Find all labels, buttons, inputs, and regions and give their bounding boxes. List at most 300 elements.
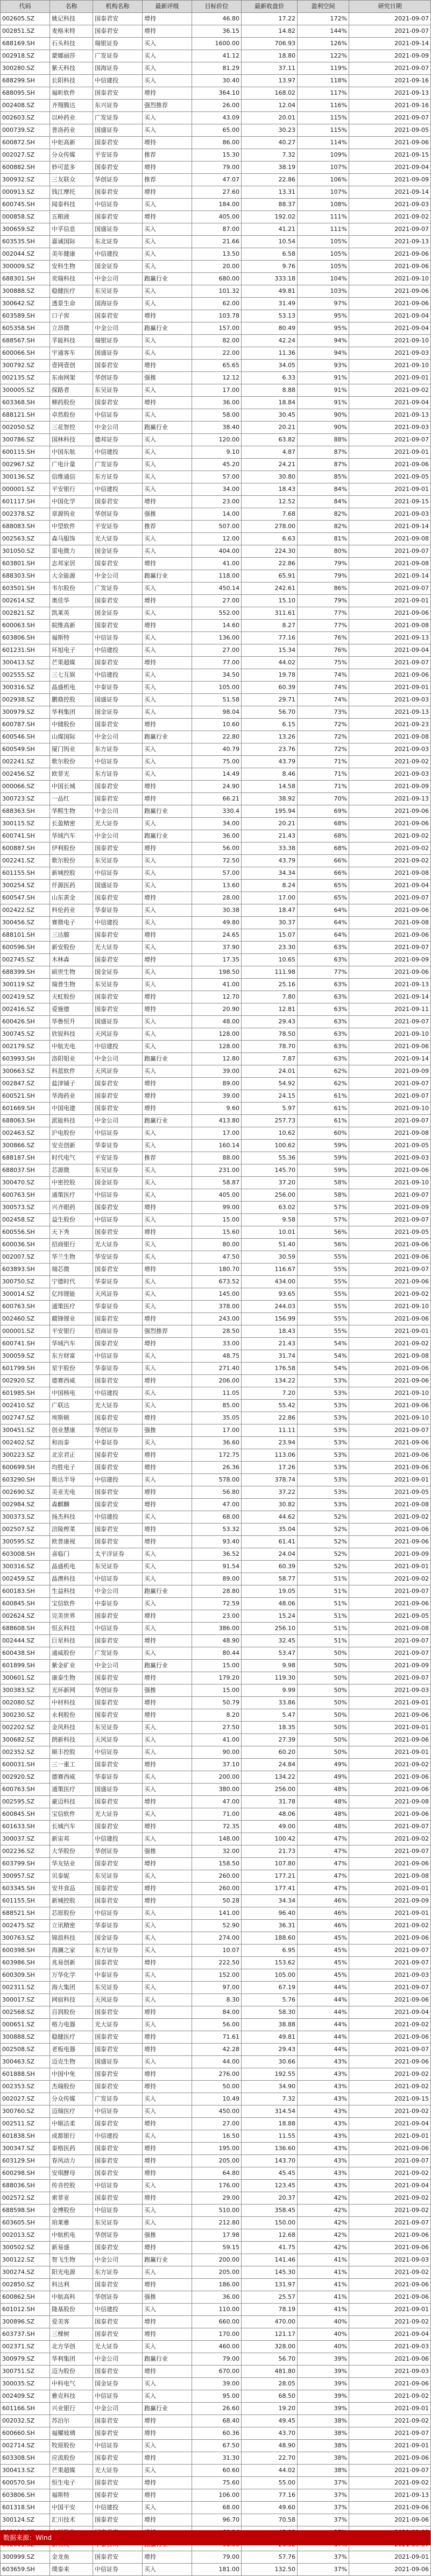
table-cell: 2021-09-10: [349, 335, 431, 347]
table-cell: 买入: [143, 1239, 192, 1251]
table-cell: 62.00: [192, 298, 242, 310]
table-cell: 231.00: [192, 1164, 242, 1177]
table-cell: 578.00: [192, 1474, 242, 1486]
table-cell: 60.39: [242, 1561, 298, 1573]
table-cell: 2021-09-07: [349, 1672, 431, 1684]
table-cell: 300316.SZ: [1, 682, 50, 694]
table-cell: 2021-09-07: [349, 892, 431, 904]
table-row: [1, 1065, 431, 1078]
table-cell: 76%: [298, 644, 349, 657]
table-row: [1, 25, 431, 38]
table-cell: 国泰君安: [93, 1709, 143, 1722]
table-cell: 老板电器: [50, 2044, 93, 2056]
table-row: [1, 446, 431, 459]
table-cell: 64%: [298, 929, 349, 942]
table-cell: 买入: [143, 743, 192, 756]
table-cell: 19.78: [242, 669, 298, 682]
table-cell: 57.00: [192, 471, 242, 483]
table-row: [1, 1907, 431, 1920]
table-cell: 增持: [143, 843, 192, 855]
table-cell: 增持: [143, 781, 192, 793]
table-cell: 78.50: [242, 1028, 298, 1041]
table-cell: 买入: [143, 1511, 192, 1524]
table-cell: 18.35: [242, 1722, 298, 1734]
table-cell: 买入: [143, 1164, 192, 1177]
table-cell: 歌尔股份: [50, 756, 93, 768]
table-cell: 192.55: [242, 2068, 298, 2081]
table-cell: 增持: [143, 2489, 192, 2502]
table-cell: 买入: [143, 533, 192, 545]
table-row: [1, 1239, 431, 1251]
table-cell: 172%: [298, 13, 349, 25]
table-cell: 38%: [298, 2427, 349, 2440]
table-cell: 强推: [143, 1424, 192, 1437]
table-cell: 002920.SZ: [1, 1375, 50, 1387]
table-cell: 增持: [143, 1078, 192, 1090]
table-cell: 2021-09-15: [349, 2093, 431, 2105]
table-cell: 16.50: [192, 2130, 242, 2143]
table-cell: 2021-09-02: [349, 384, 431, 397]
table-cell: 亿纬锂能: [50, 1288, 93, 1301]
table-cell: 15.00: [192, 1214, 242, 1226]
table-cell: 华海药业: [50, 1090, 93, 1103]
table-cell: 116.67: [242, 1264, 298, 1276]
table-cell: 2021-09-06: [349, 2564, 431, 2576]
table-row: [1, 347, 431, 360]
table-cell: 90.00: [192, 1746, 242, 1759]
table-cell: 买入: [143, 942, 192, 954]
table-cell: 苏泊尔: [50, 2415, 93, 2427]
table-cell: 34.34: [242, 867, 298, 880]
table-cell: 买入: [143, 2217, 192, 2229]
table-cell: 山煤国际: [50, 731, 93, 743]
table-cell: 195.94: [242, 805, 298, 818]
table-cell: 45%: [298, 1969, 349, 1982]
table-cell: 200.00: [192, 1771, 242, 1784]
table-row: [1, 2328, 431, 2341]
table-cell: 002714.SZ: [1, 2440, 50, 2452]
table-cell: 增持: [143, 1412, 192, 1424]
table-cell: 中信建投: [93, 1474, 143, 1486]
table-row: [1, 2006, 431, 2019]
table-cell: 华泰证券: [93, 1140, 143, 1152]
table-cell: 002851.SZ: [1, 25, 50, 38]
table-cell: 星宇股份: [50, 1363, 93, 1375]
table-cell: 002821.SZ: [1, 607, 50, 620]
table-cell: 300979.SZ: [1, 2353, 50, 2366]
table-cell: 57%: [298, 1202, 349, 1214]
table-cell: 稳健医疗: [50, 285, 93, 298]
table-cell: 170.00: [192, 2328, 242, 2341]
table-cell: 增持: [143, 1499, 192, 1511]
table-cell: 49.81: [242, 2031, 298, 2044]
table-cell: 181.00: [192, 2564, 242, 2576]
table-row: [1, 2452, 431, 2465]
table-cell: 43%: [298, 2093, 349, 2105]
table-cell: 晶澳科技: [50, 1573, 93, 1585]
table-cell: 601155.SH: [1, 867, 50, 880]
table-cell: 增持: [143, 2427, 192, 2440]
table-cell: 东吴证券: [93, 384, 143, 397]
table-cell: 23.76: [242, 743, 298, 756]
table-cell: 安井食品: [50, 1883, 93, 1895]
table-cell: 11.55: [242, 2130, 298, 2143]
table-row: [1, 483, 431, 496]
table-cell: 300463.SZ: [1, 2056, 50, 2068]
table-cell: 国泰君安: [93, 2143, 143, 2155]
table-cell: 创业慧康: [50, 1424, 93, 1437]
table-cell: 国泰君安: [93, 2452, 143, 2465]
table-cell: 2021-09-01: [349, 1561, 431, 1573]
table-row: [1, 1647, 431, 1660]
table-cell: 增持: [143, 2006, 192, 2019]
table-cell: 中信建投: [93, 1387, 143, 1400]
table-cell: 春风动力: [50, 2155, 93, 2167]
table-row: [1, 2551, 431, 2564]
table-cell: 2021-09-03: [349, 2341, 431, 2353]
table-cell: 8.20: [192, 1709, 242, 1722]
table-cell: 美年健康: [50, 248, 93, 261]
table-cell: 688598.SH: [1, 2205, 50, 2217]
table-cell: 买入: [143, 2056, 192, 2068]
table-cell: 国泰君安: [93, 1635, 143, 1647]
table-cell: 国泰君安: [93, 87, 143, 100]
table-cell: 68.50: [242, 2390, 298, 2403]
table-cell: 2021-09-04: [349, 2328, 431, 2341]
table-row: [1, 1375, 431, 1387]
table-cell: 47%: [298, 1833, 349, 1845]
table-cell: 国金证券: [93, 706, 143, 719]
table-cell: 300119.SZ: [1, 979, 50, 991]
table-cell: 璞泰来: [50, 2564, 93, 2576]
table-row: [1, 1288, 431, 1301]
table-cell: 2021-09-02: [349, 2167, 431, 2180]
table-row: [1, 2155, 431, 2167]
table-cell: 002967.SZ: [1, 459, 50, 471]
table-cell: 65.00: [192, 124, 242, 137]
table-cell: 300017.SZ: [1, 1994, 50, 2006]
table-cell: 74%: [298, 682, 349, 694]
table-cell: 强推: [143, 1684, 192, 1697]
table-cell: 000651.SZ: [1, 2019, 50, 2031]
table-cell: 271.40: [192, 1363, 242, 1375]
table-cell: 2021-09-01: [349, 2440, 431, 2452]
table-cell: 660.00: [192, 2316, 242, 2328]
table-cell: 国金证券: [93, 545, 143, 558]
table-cell: 2021-09-02: [349, 1288, 431, 1301]
table-cell: 国泰君安: [93, 2366, 143, 2378]
table-cell: 2021-09-04: [349, 310, 431, 322]
table-cell: 国泰君安: [93, 1462, 143, 1474]
table-cell: 56.80: [192, 1486, 242, 1499]
table-cell: 56.70: [242, 2353, 298, 2366]
column-header: 最新收盘价: [242, 1, 298, 13]
table-row: [1, 1573, 431, 1585]
table-cell: 中望软件: [50, 521, 93, 533]
table-cell: 东吴证券: [93, 1870, 143, 1883]
table-cell: 61%: [298, 1115, 349, 1127]
table-cell: 国泰君安: [93, 558, 143, 570]
table-row: [1, 2514, 431, 2526]
table-cell: 国泰君安: [93, 137, 143, 149]
table-cell: 000001.SZ: [1, 1325, 50, 1338]
table-cell: 603993.SH: [1, 1053, 50, 1065]
table-cell: 600741.SH: [1, 1338, 50, 1350]
table-cell: 德赛西威: [50, 1771, 93, 1784]
table-row: [1, 595, 431, 607]
table-cell: 5.97: [242, 1103, 298, 1115]
table-cell: 仟源医药: [50, 880, 93, 892]
table-cell: 国泰君安: [93, 2279, 143, 2291]
table-cell: 15.24: [242, 1610, 298, 1623]
table-cell: 2021-09-08: [349, 1499, 431, 1511]
table-cell: 华鲁恒升: [50, 1016, 93, 1028]
table-cell: 6.58: [242, 248, 298, 261]
table-cell: 56.00: [192, 843, 242, 855]
table-row: [1, 1524, 431, 1536]
table-cell: 70%: [298, 793, 349, 805]
table-row: [1, 2266, 431, 2279]
table-cell: 34.34: [242, 1895, 298, 1907]
table-cell: 12.12: [192, 372, 242, 384]
table-cell: 50%: [298, 1647, 349, 1660]
table-cell: 17.00: [192, 384, 242, 397]
table-cell: 63%: [298, 1003, 349, 1016]
table-cell: 21.73: [242, 1845, 298, 1858]
table-cell: 15.00: [192, 1660, 242, 1672]
table-cell: 48.06: [242, 1808, 298, 1821]
table-cell: 71.00: [192, 1808, 242, 1821]
table-row: [1, 880, 431, 892]
table-cell: 84%: [298, 483, 349, 496]
table-cell: 广发证券: [93, 2093, 143, 2105]
table-cell: 国泰君安: [93, 2551, 143, 2564]
table-row: [1, 2205, 431, 2217]
table-cell: 中信证券: [93, 1573, 143, 1585]
table-row: [1, 471, 431, 483]
table-cell: 增持: [143, 1313, 192, 1325]
table-cell: 160.14: [192, 1140, 242, 1152]
table-cell: 002460.SZ: [1, 1313, 50, 1325]
table-row: [1, 830, 431, 843]
table-cell: 增持: [143, 310, 192, 322]
table-cell: 2021-09-02: [349, 2415, 431, 2427]
table-cell: 5.47: [242, 1709, 298, 1722]
table-cell: 119.30: [242, 1672, 298, 1684]
table-row: [1, 644, 431, 657]
table-cell: 002458.SZ: [1, 1214, 50, 1226]
table-cell: 国盛证券: [93, 1784, 143, 1796]
table-cell: 买入: [143, 335, 192, 347]
table-cell: 买入: [143, 459, 192, 471]
table-cell: 55%: [298, 1264, 349, 1276]
table-row: [1, 1325, 431, 1338]
table-cell: 300347.SZ: [1, 2143, 50, 2155]
table-cell: 35.04: [242, 1524, 298, 1536]
table-cell: 增持: [143, 595, 192, 607]
table-cell: 18.43: [242, 1325, 298, 1338]
table-cell: 43%: [298, 2081, 349, 2093]
table-cell: 2021-09-09: [349, 1548, 431, 1561]
table-row: [1, 1400, 431, 1412]
table-cell: 116%: [298, 100, 349, 112]
table-cell: 长盈精密: [50, 818, 93, 830]
table-row: [1, 75, 431, 87]
table-cell: 贝泰妮: [50, 1870, 93, 1883]
table-cell: 63%: [298, 991, 349, 1003]
table-cell: 2021-09-08: [349, 1623, 431, 1635]
table-cell: 276.00: [192, 2068, 242, 2081]
table-cell: 国泰君安: [93, 2477, 143, 2489]
table-cell: 巨星科技: [50, 1635, 93, 1647]
table-cell: 688101.SH: [1, 929, 50, 942]
table-cell: 300601.SZ: [1, 1672, 50, 1684]
table-cell: 广发证券: [93, 50, 143, 62]
table-cell: 82%: [298, 508, 349, 521]
table-cell: 2021-09-06: [349, 1276, 431, 1288]
table-cell: 东南网架: [50, 372, 93, 384]
table-row: [1, 929, 431, 942]
table-cell: 2021-09-06: [349, 2056, 431, 2068]
table-row: [1, 2081, 431, 2093]
table-row: [1, 1635, 431, 1647]
table-cell: 东方证券: [93, 768, 143, 781]
table-cell: 2021-09-06: [349, 2031, 431, 2044]
table-cell: 普洛药业: [50, 124, 93, 137]
table-cell: 1600.00: [192, 38, 242, 50]
table-cell: 2021-09-01: [349, 1697, 431, 1709]
table-row: [1, 2229, 431, 2242]
table-cell: 2021-09-06: [349, 285, 431, 298]
table-cell: 17.22: [242, 13, 298, 25]
table-cell: 53.32: [192, 1524, 242, 1536]
table-cell: 中信建投: [93, 446, 143, 459]
table-cell: 41%: [298, 2266, 349, 2279]
table-cell: 434.00: [242, 1276, 298, 1288]
table-cell: 50%: [298, 1684, 349, 1697]
table-cell: 中金公司: [93, 2353, 143, 2366]
table-cell: 600763.SH: [1, 1189, 50, 1202]
table-cell: 增持: [143, 397, 192, 409]
table-cell: 42%: [298, 2192, 349, 2205]
table-cell: 50%: [298, 1734, 349, 1746]
table-cell: 29.43: [242, 1016, 298, 1028]
table-cell: 40.79: [192, 743, 242, 756]
table-row: [1, 1734, 431, 1746]
table-cell: 华域汽车: [50, 1338, 93, 1350]
table-row: [1, 1845, 431, 1858]
table-cell: 603008.SH: [1, 1548, 50, 1561]
table-row: [1, 2440, 431, 2452]
column-header: 研究日期: [349, 1, 431, 13]
table-cell: 33.38: [242, 843, 298, 855]
table-cell: 44.02: [242, 657, 298, 669]
table-cell: 145.00: [192, 1288, 242, 1301]
table-cell: 2021-09-01: [349, 595, 431, 607]
table-cell: 跑赢行业: [143, 805, 192, 818]
table-cell: 增持: [143, 137, 192, 149]
table-cell: 中信证券: [93, 1127, 143, 1140]
table-cell: 2021-09-15: [349, 149, 431, 162]
table-cell: 买入: [143, 285, 192, 298]
table-cell: 60.39: [242, 682, 298, 694]
table-cell: 芯源微: [50, 1164, 93, 1177]
table-cell: 105%: [298, 236, 349, 248]
table-cell: 增持: [143, 719, 192, 731]
table-row: [1, 942, 431, 954]
table-cell: 177.21: [242, 1870, 298, 1883]
table-cell: 中信建投: [93, 2304, 143, 2316]
table-cell: 2021-09-07: [349, 1115, 431, 1127]
table-cell: 39.00: [192, 1065, 242, 1078]
table-row: [1, 867, 431, 880]
table-cell: 72.50: [192, 855, 242, 867]
table-cell: 喜临门: [50, 1548, 93, 1561]
table-row: [1, 521, 431, 533]
table-cell: 58.30: [242, 2006, 298, 2019]
table-row: [1, 1424, 431, 1437]
table-cell: 增持: [143, 1103, 192, 1115]
table-cell: 2021-09-04: [349, 397, 431, 409]
table-cell: 2021-09-07: [349, 1821, 431, 1833]
table-cell: 2021-09-06: [349, 2452, 431, 2465]
table-row: [1, 2304, 431, 2316]
table-cell: 买入: [143, 1350, 192, 1363]
table-cell: 300595.SZ: [1, 1536, 50, 1548]
table-cell: 603605.SH: [1, 2217, 50, 2229]
table-cell: 600521.SH: [1, 1090, 50, 1103]
table-cell: 中航高科: [50, 2291, 93, 2304]
table-cell: 2021-09-06: [349, 966, 431, 979]
table-cell: 15.00: [192, 1684, 242, 1697]
table-cell: 49.81: [242, 285, 298, 298]
table-cell: 20.37: [242, 2192, 298, 2205]
table-cell: 国金证券: [93, 2378, 143, 2390]
table-cell: 36.15: [192, 25, 242, 38]
table-cell: 天风证券: [93, 1028, 143, 1041]
table-cell: 002690.SZ: [1, 1486, 50, 1499]
table-row: [1, 904, 431, 917]
table-cell: 2021-09-09: [349, 1660, 431, 1672]
table-cell: 002416.SZ: [1, 1003, 50, 1016]
table-cell: 中金公司: [93, 273, 143, 285]
table-row: [1, 372, 431, 384]
table-cell: 31.74: [242, 1350, 298, 1363]
table-cell: 跑赢行业: [143, 422, 192, 434]
table-cell: 国泰君安: [93, 1499, 143, 1511]
table-cell: 稳健医疗: [50, 2031, 93, 2044]
table-cell: 增持: [143, 1672, 192, 1684]
table-row: [1, 2465, 431, 2477]
table-cell: 603345.SH: [1, 1883, 50, 1895]
table-cell: 2021-09-08: [349, 731, 431, 743]
table-cell: 600745.SH: [1, 199, 50, 211]
table-cell: 601633.SH: [1, 1821, 50, 1833]
table-cell: 002603.SZ: [1, 112, 50, 124]
table-cell: 国泰君安: [93, 595, 143, 607]
table-cell: 61.41: [242, 1536, 298, 1548]
table-cell: 12.00: [192, 533, 242, 545]
table-cell: 柳药股份: [50, 397, 93, 409]
table-cell: 256.00: [242, 1189, 298, 1202]
table-cell: 27.60: [192, 186, 242, 199]
table-cell: 105.00: [192, 682, 242, 694]
table-cell: 金龙鱼: [50, 2551, 93, 2564]
table-cell: 53%: [298, 1412, 349, 1424]
table-row: [1, 2242, 431, 2254]
table-row: [1, 657, 431, 669]
table-cell: 买入: [143, 1945, 192, 1957]
